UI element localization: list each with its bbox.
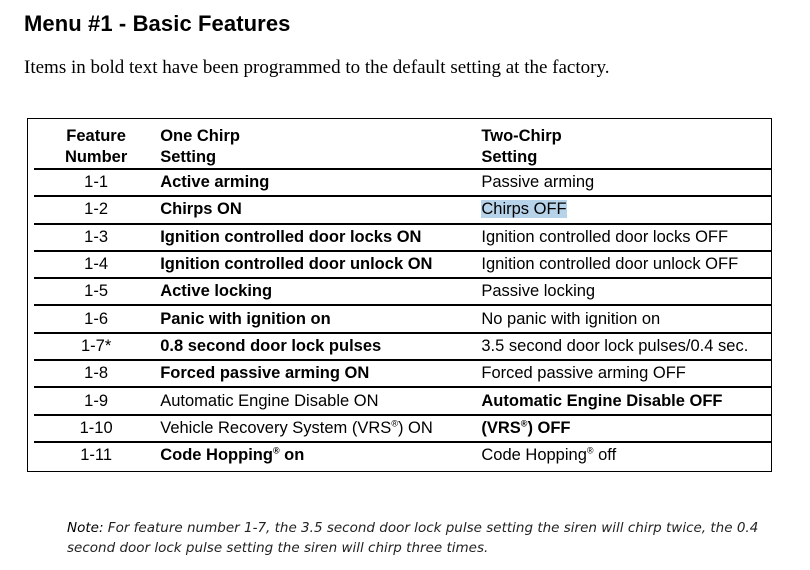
- feature-number: 1-11: [80, 446, 113, 465]
- one-chirp-setting: [158, 442, 481, 468]
- table-row: [34, 251, 771, 278]
- one-chirp-setting: Forced passive arming ON: [158, 360, 481, 387]
- header-feature-number: [34, 122, 158, 169]
- one-chirp-setting: Active arming: [158, 169, 481, 196]
- features-table: [34, 122, 771, 468]
- page-title: Menu #1 - Basic Features: [24, 11, 291, 36]
- one-chirp-setting: Panic with ignition on: [158, 305, 481, 332]
- two-chirp-setting: No panic with ignition on: [481, 305, 771, 332]
- one-chirp-text: Vehicle Recovery System (VRS: [160, 418, 392, 437]
- note-label: Note:: [67, 520, 104, 536]
- table-row: [34, 360, 771, 387]
- features-table-box: [27, 118, 772, 472]
- two-chirp-setting: Forced passive arming OFF: [481, 360, 771, 387]
- table-row: [34, 442, 771, 468]
- two-chirp-setting: [481, 196, 771, 223]
- feature-number: 1-4: [34, 251, 158, 278]
- two-chirp-setting: Automatic Engine Disable OFF: [481, 387, 771, 414]
- header-two-chirp-label: Two-Chirp Setting: [481, 127, 562, 166]
- one-chirp-text: Code Hopping: [160, 446, 273, 465]
- table-row: [34, 169, 771, 196]
- two-chirp-setting: 3.5 second door lock pulses/0.4 sec.: [481, 333, 771, 360]
- table-header-row: [34, 122, 771, 169]
- two-chirp-setting: Passive locking: [481, 278, 771, 305]
- two-chirp-text-end: ) OFF: [527, 418, 571, 437]
- one-chirp-setting: Ignition controlled door locks ON: [158, 224, 481, 251]
- feature-number: 1-8: [34, 360, 158, 387]
- table-row: [34, 415, 771, 442]
- feature-number: 1-10: [34, 415, 158, 442]
- two-chirp-setting: [481, 415, 771, 442]
- header-one-chirp: [158, 122, 481, 169]
- registered-mark: ®: [586, 445, 594, 456]
- one-chirp-setting: [158, 415, 481, 442]
- table-row: [34, 305, 771, 332]
- two-chirp-text-end: off: [593, 446, 617, 465]
- table-row: [34, 333, 771, 360]
- header-two-chirp: [481, 122, 771, 169]
- table-row: [34, 278, 771, 305]
- one-chirp-text-end: on: [279, 446, 305, 465]
- table-row: [34, 387, 771, 414]
- feature-number: 1-5: [34, 278, 158, 305]
- registered-mark: ®: [391, 418, 398, 429]
- two-chirp-setting: [481, 442, 771, 468]
- intro-text: Items in bold text have been programmed to the default setting at the factory.: [24, 57, 610, 78]
- two-chirp-text: (VRS: [481, 418, 521, 437]
- table-row: [34, 224, 771, 251]
- feature-number: 1-7*: [34, 333, 158, 360]
- two-chirp-setting: Ignition controlled door locks OFF: [481, 224, 771, 251]
- registered-mark: ®: [520, 418, 528, 429]
- header-feature-number-label: Feature Number: [64, 127, 128, 166]
- table-row: [34, 196, 771, 223]
- feature-number: 1-9: [34, 387, 158, 414]
- header-one-chirp-label: One Chirp Setting: [160, 127, 240, 166]
- footnote: [67, 518, 767, 558]
- two-chirp-text: Code Hopping: [481, 446, 587, 465]
- one-chirp-setting: Active locking: [158, 278, 481, 305]
- one-chirp-setting: 0.8 second door lock pulses: [158, 333, 481, 360]
- one-chirp-setting: Chirps ON: [158, 196, 481, 223]
- one-chirp-text-end: ) ON: [397, 418, 433, 437]
- one-chirp-setting: Ignition controlled door unlock ON: [158, 251, 481, 278]
- feature-number: 1-1: [34, 169, 158, 196]
- two-chirp-setting: Ignition controlled door unlock OFF: [481, 251, 771, 278]
- feature-number: 1-2: [34, 196, 158, 223]
- highlighted-text: Chirps OFF: [481, 200, 567, 219]
- feature-number: 1-6: [34, 305, 158, 332]
- one-chirp-setting: Automatic Engine Disable ON: [158, 387, 481, 414]
- feature-number: 1-3: [34, 224, 158, 251]
- note-text: For feature number 1-7, the 3.5 second door lock pulse setting the siren will chirp twice, the 0.4 second door lock pulse setting the siren will chirp three times.: [67, 520, 759, 556]
- two-chirp-setting: Passive arming: [481, 169, 771, 196]
- registered-mark: ®: [272, 445, 280, 456]
